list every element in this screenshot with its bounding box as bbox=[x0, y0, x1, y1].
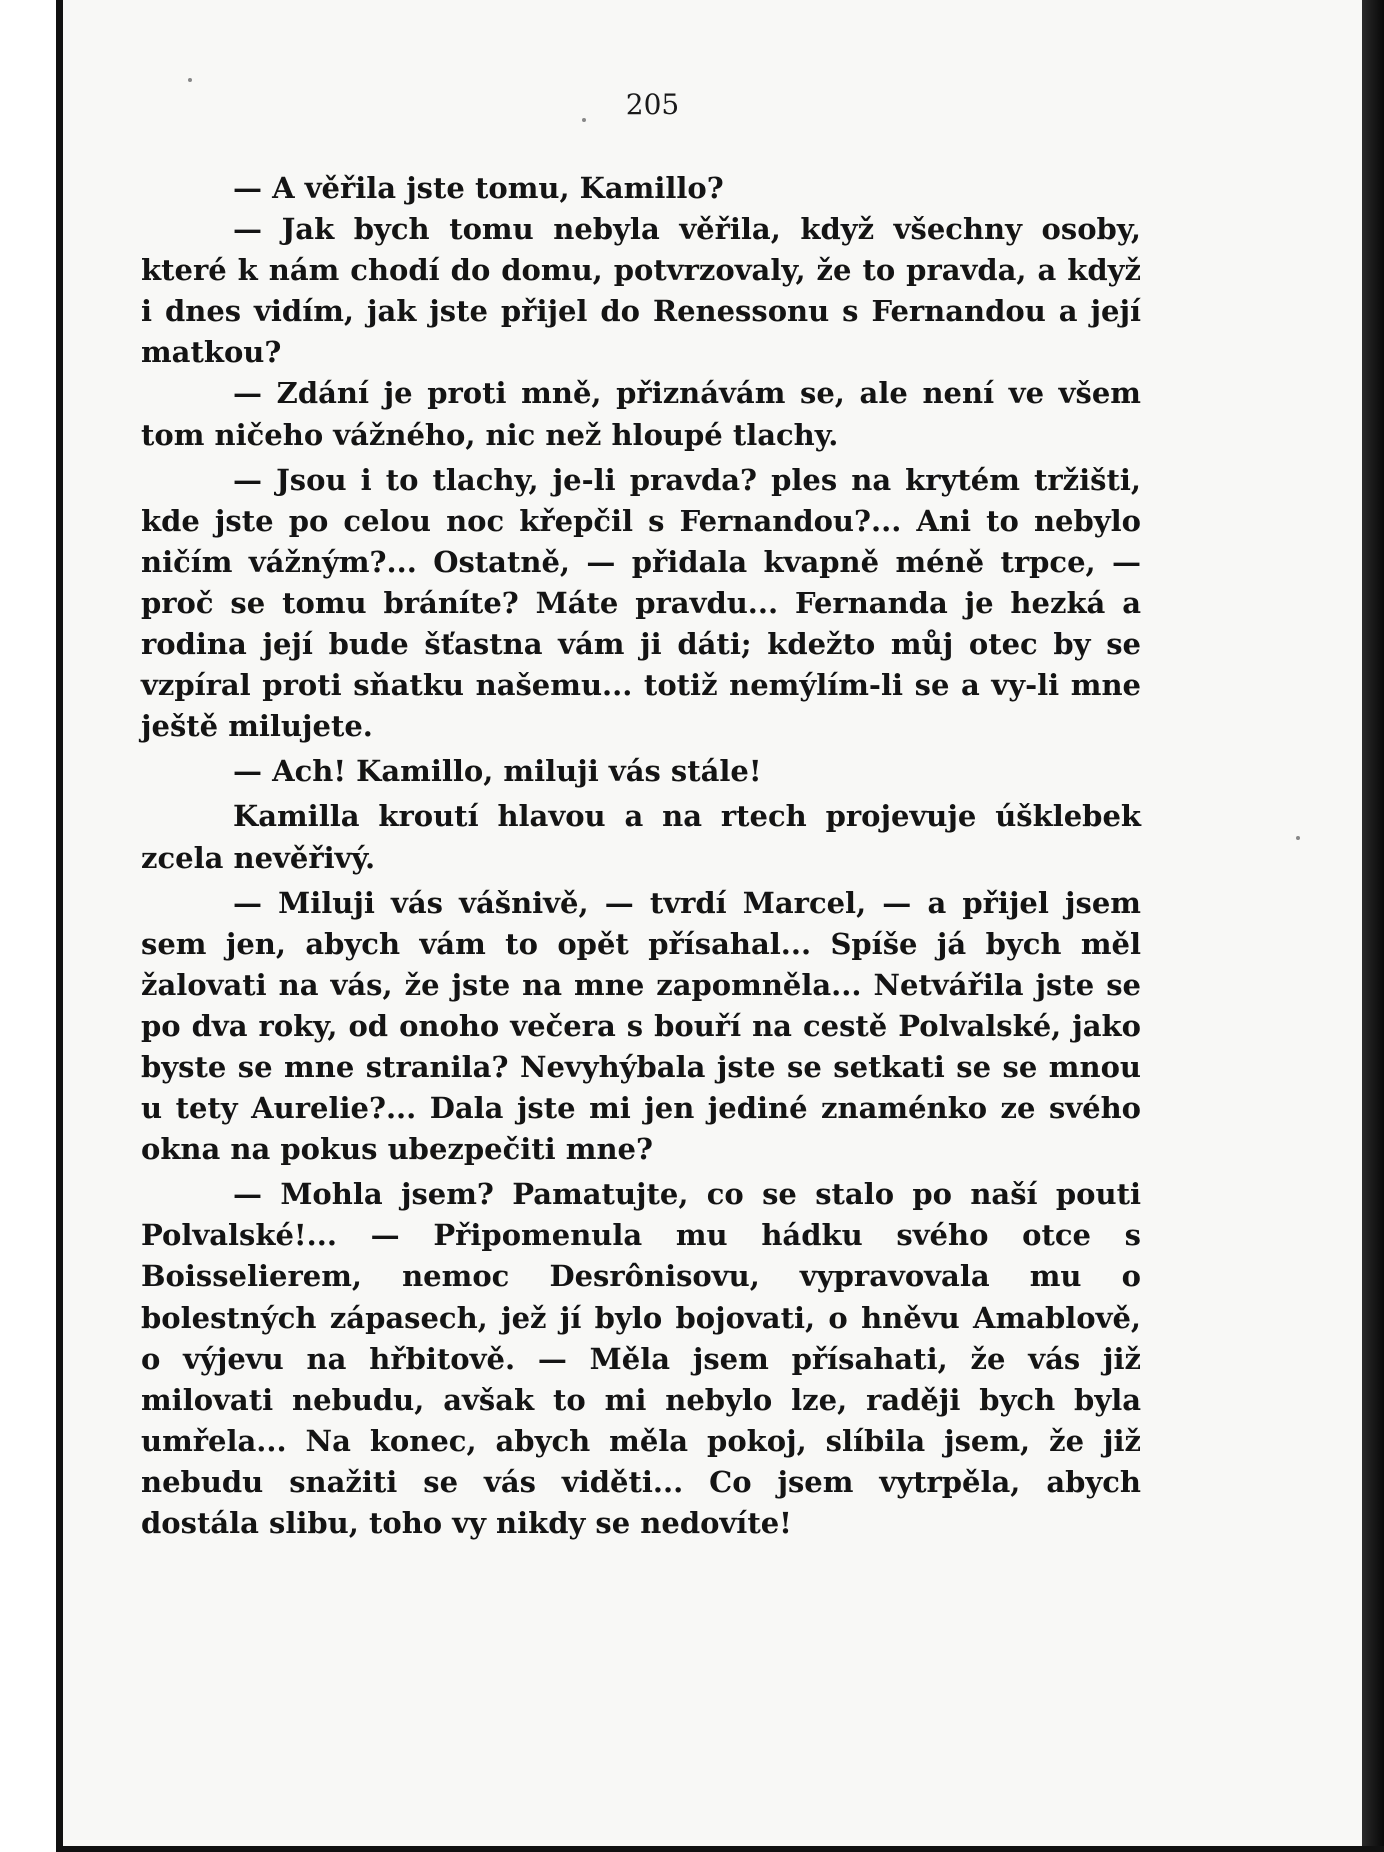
paragraph: — A věřila jste tomu, Kamillo? bbox=[233, 171, 724, 205]
paragraph: — Miluji vás vášnivě, — tvrdí Marcel, — a přijel jsem sem jen, abych vám to opět přísahal... Spíše já bych měl žalovati na vás, že jste na mne zapomněla... Netvářila jste se po dva roky, od onoho večera s bouří na cestě Polvalské, jako byste se mne stranila? Nevyhýbala jste se setkati se se mnou u tety Aurelie?... Dala jste mi jen jediné znaménko ze svého okna na pokus ubezpečiti mne? bbox=[141, 885, 1141, 1167]
page-left-edge bbox=[56, 0, 63, 1852]
paragraph: — Jak bych tomu nebyla věřila, když všechny osoby, které k nám chodí do domu, potvrzovaly, že to pravda, a když i dnes vidím, jak jste přijel do Renessonu s Fernandou a její matkou? bbox=[141, 212, 1141, 370]
paragraph: — Zdání je proti mně, přiznávám se, ale není ve všem tom ničeho vážného, nic než hloupé tlachy. bbox=[141, 376, 1141, 452]
paragraph: — Mohla jsem? Pamatujte, co se stalo po naší pouti Polvalské!... — Připomenula mu hádku svého otce s Boisselierem, nemoc Desrônisovu, vypravovala mu o bolestných zápasech, jež jí bylo bojovati, o hněvu Amablově, o výjevu na hřbitově. — Měla jsem přísahati, že vás již milovati nebudu, avšak to mi nebylo lze, raději bych byla umřela... Na konec, abych měla pokoj, slíbila jsem, že již nebudu snažiti se vás viděti... Co jsem vytrpěla, abych dostála slibu, toho vy nikdy se nedovíte! bbox=[141, 1177, 1141, 1540]
scan-speck bbox=[188, 78, 192, 82]
left-margin bbox=[0, 0, 56, 1852]
page-bottom-edge bbox=[56, 1846, 1384, 1852]
body-text bbox=[141, 168, 1141, 1544]
scan-speck bbox=[1296, 836, 1300, 840]
paragraph: Kamilla kroutí hlavou a na rtech projevuje úšklebek zcela nevěřivý. bbox=[141, 799, 1141, 875]
paragraph: — Ach! Kamillo, miluji vás stále! bbox=[233, 754, 762, 789]
page-right-edge bbox=[1362, 0, 1384, 1852]
page-number: 205 bbox=[625, 88, 680, 121]
paragraph: — Jsou i to tlachy, je-li pravda? ples na krytém tržišti, kde jste po celou noc křepčil s Fernandou?... Ani to nebylo ničím vážným?... Ostatně, — přidala kvapně méně trpce, — proč se tomu bráníte? Máte pravdu... Fernanda je hezká a rodina její bude šťastna vám ji dáti; kdežto můj otec by se vzpíral proti sňatku našemu... totiž nemýlím-li se a vy-li mne ještě milujete. bbox=[141, 462, 1141, 744]
